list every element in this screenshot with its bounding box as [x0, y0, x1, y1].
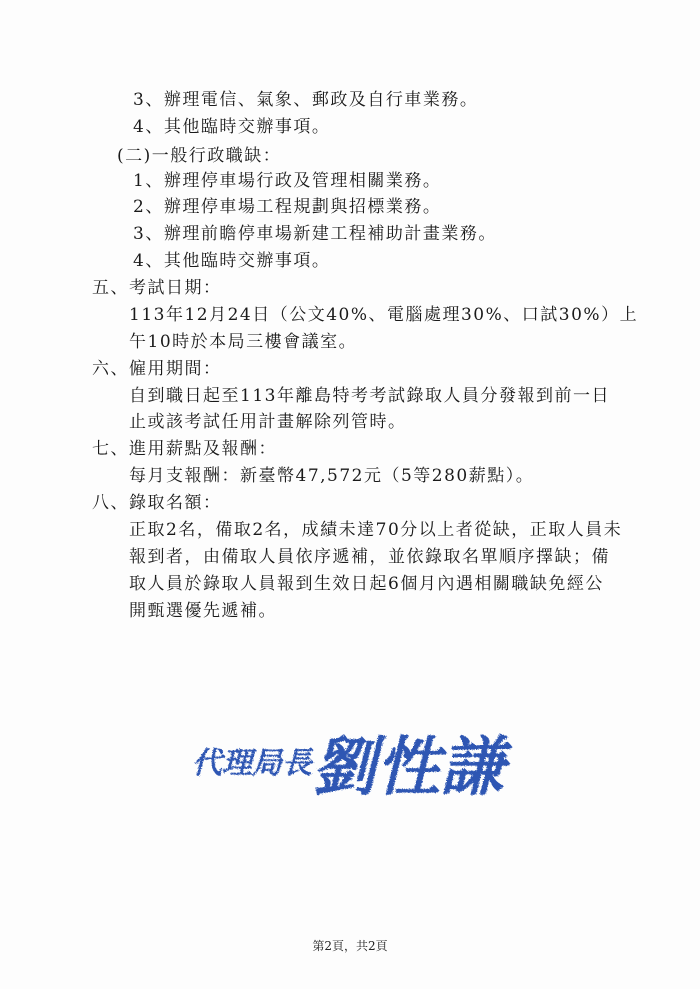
paragraph-line: 取人員於錄取人員報到生效日起6個月內遇相關職缺免經公: [129, 574, 604, 594]
section-heading: 七、進用薪點及報酬：: [92, 439, 277, 459]
signature-stamp: [190, 705, 520, 805]
list-item: 4、其他臨時交辦事項。: [133, 117, 331, 137]
paragraph-line: 正取2名，備取2名，成績未達70分以上者從缺，正取人員未: [129, 520, 623, 540]
section-heading: 八、錄取名額：: [92, 493, 222, 513]
list-item: 1、辦理停車場行政及管理相關業務。: [133, 171, 442, 191]
paragraph-line: 午10時於本局三樓會議室。: [129, 332, 358, 352]
paragraph-line: 自到職日起至113年離島特考考試錄取人員分發報到前一日: [129, 386, 610, 406]
paragraph-line: 開甄選優先遞補。: [129, 601, 277, 621]
section-heading: 五、考試日期：: [92, 278, 222, 298]
svg-text:代理局長: 代理局長: [192, 746, 312, 781]
list-item: 4、其他臨時交辦事項。: [133, 251, 331, 271]
list-item: 3、辦理前瞻停車場新建工程補助計畫業務。: [133, 224, 497, 244]
paragraph-line: 報到者，由備取人員依序遞補，並依錄取名單順序擇缺；備: [129, 547, 610, 567]
paragraph-line: 止或該考試任用計畫解除列管時。: [129, 412, 407, 432]
paragraph-line: 每月支報酬：新臺幣47,572元（5等280薪點）。: [129, 466, 535, 486]
svg-text:劉性謙: 劉性謙: [312, 730, 504, 805]
list-item: 3、辦理電信、氣象、郵政及自行車業務。: [133, 90, 479, 110]
list-item: 2、辦理停車場工程規劃與招標業務。: [133, 197, 442, 217]
paragraph-line: 113年12月24日（公文40%、電腦處理30%、口試30%）上: [129, 305, 639, 325]
section-heading: 六、僱用期間：: [92, 359, 222, 379]
section-heading: (二)一般行政職缺：: [117, 146, 282, 166]
page-number: 第2頁，共2頁: [312, 939, 388, 953]
